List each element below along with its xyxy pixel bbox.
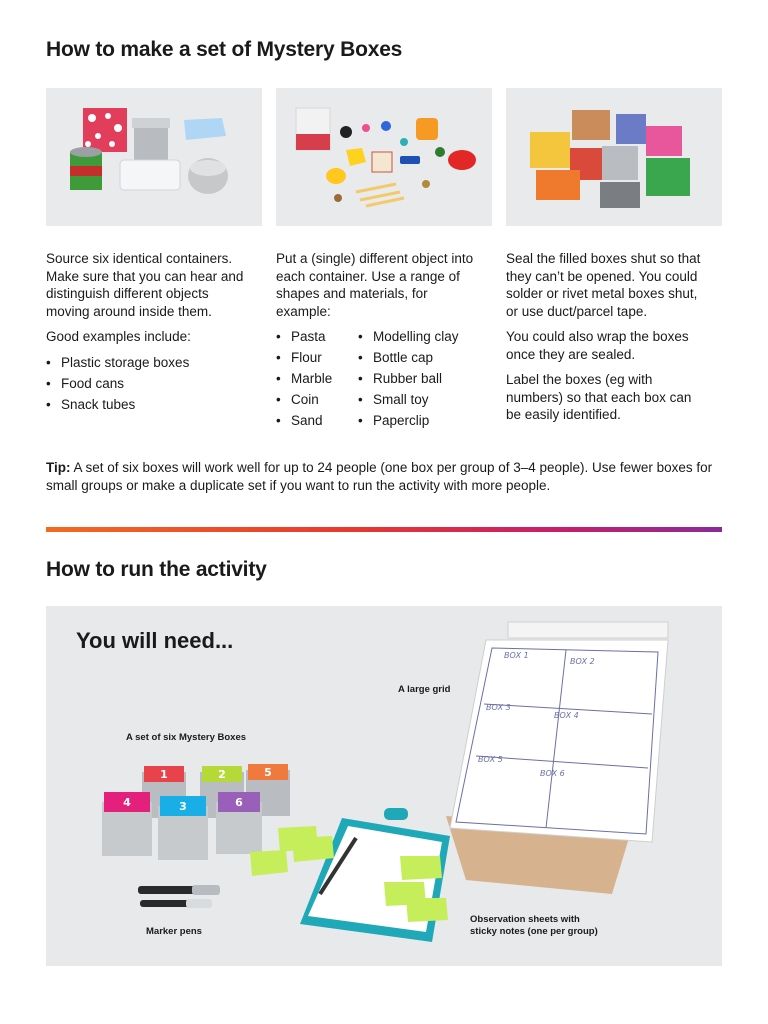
grid-label: BOX 3: [486, 703, 511, 712]
you-will-need-title: You will need...: [76, 628, 234, 653]
objects-list-group: [276, 328, 486, 433]
tip-label: Tip:: [46, 460, 71, 475]
list-item: • Paperclip: [358, 412, 478, 430]
box-number: 2: [218, 768, 226, 781]
tip-text: A set of six boxes will work well for up to 24 people (one box per group of 3–4 people). Use fewer boxes for small groups or make a duplicate set if you want to run the activity with more people.: [46, 460, 713, 493]
list-item: • Food cans: [46, 375, 246, 393]
list-item: • Coin: [276, 391, 358, 409]
list-item: • Plastic storage boxes: [46, 354, 246, 372]
tip-paragraph: [46, 459, 726, 495]
grid-label: BOX 1: [504, 651, 529, 660]
section-title-run-activity: How to run the activity: [46, 558, 267, 581]
list-item: • Small toy: [358, 391, 478, 409]
grid-label: BOX 5: [478, 755, 503, 764]
list-item: • Bottle cap: [358, 349, 478, 367]
list-item: • Flour: [276, 349, 358, 367]
caption-pens: Marker pens: [146, 926, 202, 937]
section-title-make-boxes: How to make a set of Mystery Boxes: [46, 38, 403, 61]
box-number: 5: [264, 766, 272, 779]
you-will-need-photo: [46, 606, 722, 966]
caption-sheets-line1: Observation sheets with: [470, 914, 580, 925]
wrapped-boxes-illustration: [506, 88, 722, 226]
objects-list-b: [358, 328, 478, 433]
caption-sheets-line2: sticky notes (one per group): [470, 926, 598, 937]
column-seal-boxes: [506, 250, 706, 432]
source-paragraph: Source six identical containers. Make sure that you can hear and distinguish different objects moving around inside them.: [46, 251, 244, 319]
caption-sheets: [470, 914, 598, 938]
list-item: • Rubber ball: [358, 370, 478, 388]
seal-paragraph: Seal the filled boxes shut so that they can’t be opened. You could solder or rivet metal boxes shut, or use duct/parcel tape.: [506, 251, 701, 319]
containers-illustration: [46, 88, 262, 226]
containers-photo: [46, 88, 262, 226]
objects-list-a: [276, 328, 358, 433]
objects-photo: [276, 88, 492, 226]
examples-list: [46, 354, 246, 414]
wrapped-boxes-photo: [506, 88, 722, 226]
list-item: • Snack tubes: [46, 396, 246, 414]
caption-grid: A large grid: [398, 684, 451, 695]
grid-label: BOX 4: [554, 711, 579, 720]
column-objects: [276, 250, 486, 433]
wrap-paragraph: You could also wrap the boxes once they are sealed.: [506, 329, 689, 362]
examples-intro: Good examples include:: [46, 329, 191, 344]
box-number: 4: [123, 796, 131, 809]
section-divider: [46, 527, 722, 532]
grid-label: BOX 2: [570, 657, 595, 666]
box-number: 1: [160, 768, 168, 781]
column-source-containers: [46, 250, 246, 417]
list-item: • Marble: [276, 370, 358, 388]
label-paragraph: Label the boxes (eg with numbers) so that each box can be easily identified.: [506, 372, 692, 422]
caption-boxes: A set of six Mystery Boxes: [126, 732, 247, 743]
objects-paragraph: Put a (single) different object into each container. Use a range of shapes and materials, for example:: [276, 251, 474, 319]
equipment-illustration: [46, 606, 722, 966]
list-item: • Pasta: [276, 328, 358, 346]
box-number: 3: [179, 800, 187, 813]
grid-label: BOX 6: [540, 769, 565, 778]
box-number: 6: [235, 796, 243, 809]
list-item: • Sand: [276, 412, 358, 430]
objects-illustration: [276, 88, 492, 226]
list-item: • Modelling clay: [358, 328, 478, 346]
